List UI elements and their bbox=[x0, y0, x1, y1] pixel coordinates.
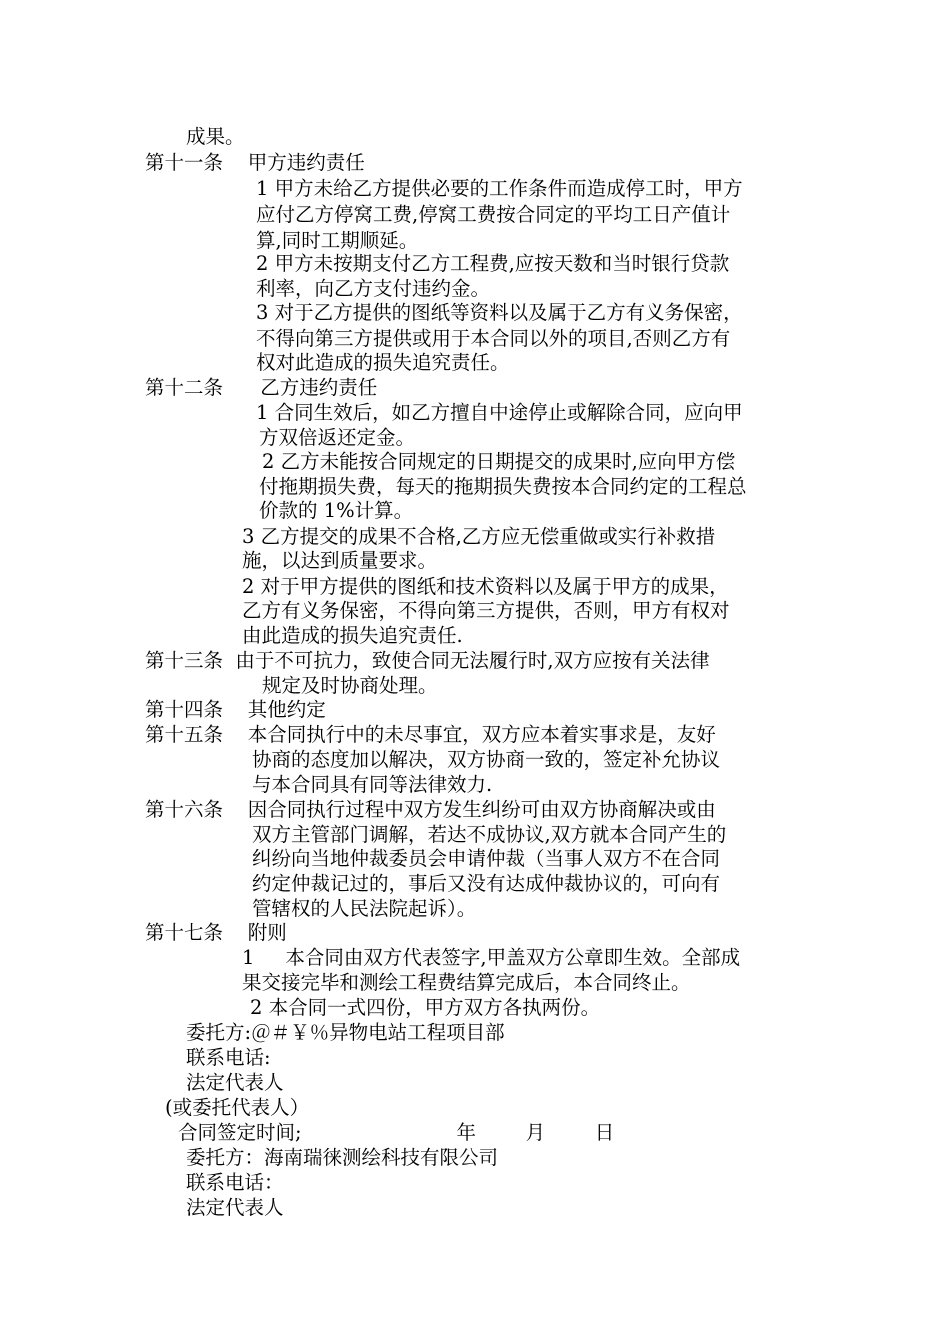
text-line: 由此造成的损失追究责任. bbox=[242, 624, 463, 647]
article-heading: 第十七条 附则 bbox=[145, 921, 287, 944]
text-line: 管辖权的人民法院起诉）。 bbox=[252, 897, 477, 920]
signature-line: 委托方:＠＃￥％异物电站工程项目部 bbox=[186, 1021, 505, 1044]
text-line: 2 甲方未按期支付乙方工程费,应按天数和当时银行贷款 bbox=[256, 252, 730, 275]
text-line: 2 对于甲方提供的图纸和技术资料以及属于甲方的成果， bbox=[242, 575, 729, 598]
text-line: 价款的 1%计算。 bbox=[259, 499, 414, 522]
text-line: 与本合同具有同等法律效力. bbox=[252, 773, 493, 796]
article-heading: 第十四条 其他约定 bbox=[145, 698, 326, 721]
signature-line: 合同签定时间; 年 月 日 bbox=[178, 1121, 615, 1144]
text-line: 2 本合同一式四份，甲方双方各执两份。 bbox=[250, 996, 601, 1019]
text-line: 纠纷向当地仲裁委员会申请仲裁（当事人双方不在合同 bbox=[252, 847, 721, 870]
text-line: 付拖期损失费，每天的拖期损失费按本合同约定的工程总 bbox=[259, 475, 747, 498]
text-line: 1 本合同由双方代表签字,甲盖双方公章即生效。全部成 bbox=[242, 946, 741, 969]
signature-line: 法定代表人 bbox=[186, 1196, 284, 1219]
text-line: 3 乙方提交的成果不合格,乙方应无偿重做或实行补救措 bbox=[242, 525, 716, 548]
signature-line: 联系电话: bbox=[186, 1046, 271, 1069]
text-line: 方双倍返还定金。 bbox=[259, 426, 416, 449]
text-line: 1 甲方未给乙方提供必要的工作条件而造成停工时，甲方 bbox=[256, 177, 743, 200]
text-line: 算,同时工期顺延。 bbox=[256, 229, 419, 252]
signature-line: 委托方：海南瑞徕测绘科技有限公司 bbox=[186, 1146, 499, 1169]
text-line: 利率，向乙方支付违约金。 bbox=[256, 277, 491, 300]
text-line: 3 对于乙方提供的图纸等资料以及属于乙方有义务保密， bbox=[256, 301, 743, 324]
text-line: 2 乙方未能按合同规定的日期提交的成果时,应向甲方偿 bbox=[262, 450, 736, 473]
article-heading: 第十三条 由于不可抗力，致使合同无法履行时,双方应按有关法律 bbox=[145, 649, 710, 672]
text-line: 协商的态度加以解决，双方协商一致的，签定补允协议 bbox=[252, 748, 721, 771]
text-line: 不得向第三方提供或用于本合同以外的项目,否则乙方有 bbox=[256, 327, 731, 350]
article-heading: 第十六条 因合同执行过程中双方发生纠纷可由双方协商解决或由 bbox=[145, 798, 716, 821]
signature-line: 法定代表人 bbox=[186, 1071, 284, 1094]
text-line: 应付乙方停窝工费,停窝工费按合同定的平均工日产值计 bbox=[256, 203, 731, 226]
text-line: 1 合同生效后，如乙方擅自中途停止或解除合同，应向甲 bbox=[256, 401, 743, 424]
text-line: 果交接完毕和测绘工程费结算完成后，本合同终止。 bbox=[242, 971, 691, 994]
text-line: 规定及时协商处理。 bbox=[262, 674, 438, 697]
text-line: 约定仲裁记过的，事后又没有达成仲裁协议的，可向有 bbox=[252, 872, 721, 895]
text-line: 乙方有义务保密，不得向第三方提供，否则，甲方有权对 bbox=[242, 599, 730, 622]
signature-line: 联系电话： bbox=[186, 1171, 284, 1194]
article-heading: 第十二条 乙方违约责任 bbox=[145, 376, 378, 399]
text-line: 权对此造成的损失追究责任。 bbox=[256, 351, 510, 374]
text-line: 双方主管部门调解，若达不成协议,双方就本合同产生的 bbox=[252, 823, 727, 846]
signature-line: (或委托代表人） bbox=[165, 1096, 310, 1119]
article-heading: 第十一条 甲方违约责任 bbox=[145, 151, 365, 174]
text-line: 成果。 bbox=[186, 125, 245, 148]
article-heading: 第十五条 本合同执行中的未尽事宜，双方应本着实事求是，友好 bbox=[145, 723, 716, 746]
text-line: 施，以达到质量要求。 bbox=[242, 549, 438, 572]
